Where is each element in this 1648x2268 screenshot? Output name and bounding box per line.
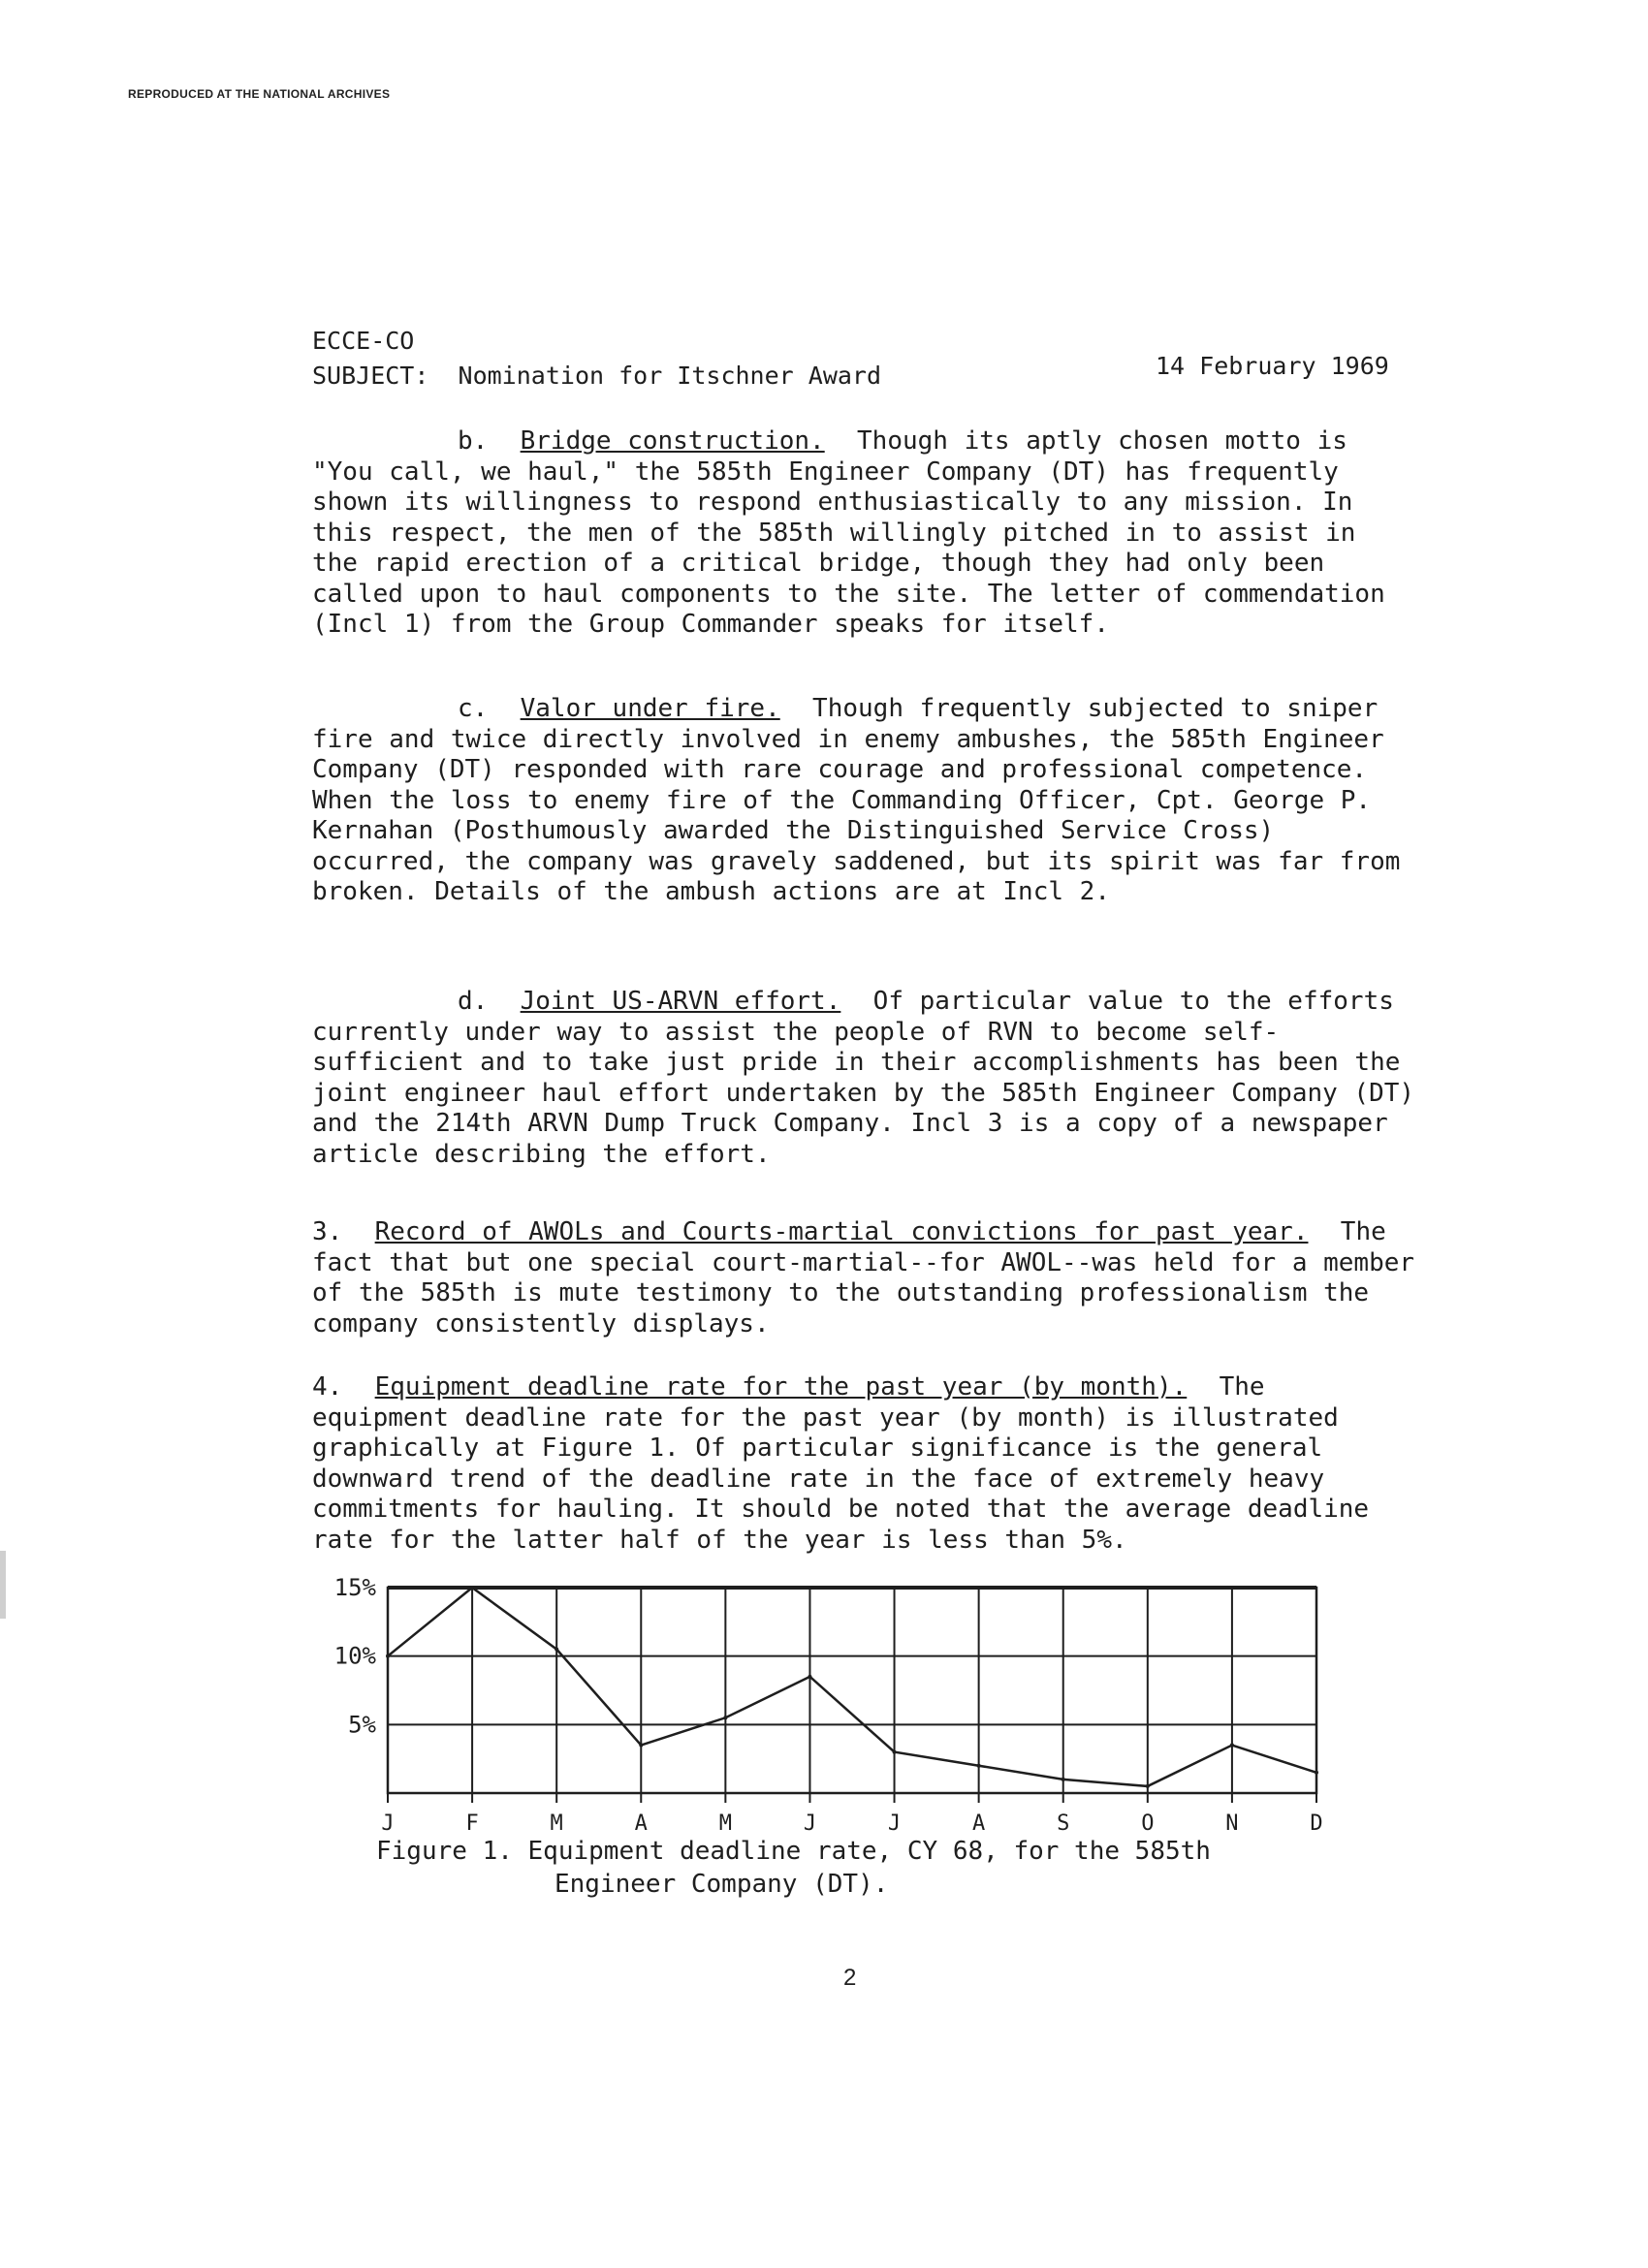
office-symbol: ECCE-CO: [312, 327, 415, 355]
paragraph-d: [312, 987, 1417, 1170]
page-number: 2: [843, 1965, 857, 1991]
paragraph-4-title: Equipment deadline rate for the past year (by month).: [374, 1372, 1188, 1402]
paragraph-b-letter: b.: [458, 426, 489, 456]
x-tick-label: O: [1141, 1811, 1155, 1836]
subject-text: Nomination for Itschner Award: [458, 362, 882, 390]
paragraph-3-text: The fact that but one special court-martial--for AWOL--was held for a member of the 585th is mute testimony to the outstanding professionalism the company consistently displays.: [312, 1217, 1415, 1339]
figure-caption-line2: Engineer Company (DT).: [555, 1870, 889, 1899]
data-point: [1230, 1744, 1234, 1748]
chart-frame: [388, 1588, 1316, 1793]
data-point: [1146, 1784, 1150, 1788]
y-tick-label: 15%: [333, 1574, 376, 1601]
x-tick-label: M: [718, 1811, 732, 1836]
subject-label: SUBJECT:: [312, 362, 429, 390]
x-tick-label: J: [887, 1811, 902, 1836]
data-point: [470, 1586, 474, 1590]
paragraph-d-title: Joint US-ARVN effort.: [520, 987, 841, 1016]
data-point: [386, 1654, 390, 1658]
paragraph-c-title: Valor under fire.: [520, 694, 780, 723]
subject-line: [312, 362, 881, 390]
paragraph-d-text: Of particular value to the efforts currently under way to assist the people of RVN to become self-sufficient and to take just pride in their accomplishments has been the joint engineer haul effort undertaken by the 585th Engineer Company (DT) and the 214th ARVN Dump Truck Company. Incl 3 is a copy of a newspaper article describing the effort.: [312, 987, 1415, 1169]
paragraph-4: [312, 1372, 1417, 1556]
x-tick-label: A: [634, 1811, 648, 1836]
data-point: [1315, 1771, 1318, 1775]
x-tick-label: A: [972, 1811, 986, 1836]
x-tick-label: N: [1225, 1811, 1239, 1836]
deadline-rate-line: [388, 1588, 1316, 1786]
paragraph-4-number: 4.: [312, 1372, 343, 1402]
data-point: [639, 1744, 643, 1748]
data-point: [1062, 1778, 1065, 1781]
paragraph-c: [312, 694, 1417, 908]
paragraph-4-text: The equipment deadline rate for the past year (by month) is illustrated graphically at Figure 1. Of particular significance is the general downward trend of the deadline rate in the face of extremely heavy commitments for hauling. It should be noted that the average deadline rate for the latter half of the year is less than 5%.: [312, 1372, 1370, 1555]
paragraph-c-letter: c.: [458, 694, 489, 723]
x-tick-label: M: [550, 1811, 563, 1836]
archives-stamp: REPRODUCED AT THE NATIONAL ARCHIVES: [128, 87, 391, 101]
paragraph-b-text: Though its aptly chosen motto is "You call, we haul," the 585th Engineer Company (DT) has frequently shown its willingness to respond enthusiastically to any mission. In this respect, the men of the 585th willingly pitched in to assist in the rapid erection of a critical bridge, though they had only been called upon to haul components to the site. The letter of commendation (Incl 1) from the Group Commander speaks for itself.: [312, 426, 1385, 639]
memo-date: 14 February 1969: [1156, 352, 1389, 380]
x-tick-label: F: [465, 1811, 479, 1836]
y-tick-label: 10%: [333, 1642, 376, 1670]
paragraph-b-title: Bridge construction.: [520, 426, 825, 456]
data-point: [893, 1750, 897, 1754]
deadline-chart-svg: [291, 1560, 1338, 1861]
figure-caption-line1: Figure 1. Equipment deadline rate, CY 68, for the 585th: [376, 1837, 1211, 1866]
paragraph-b: [312, 426, 1417, 641]
data-point: [977, 1764, 981, 1768]
paragraph-3-title: Record of AWOLs and Courts-martial convictions for past year.: [374, 1217, 1309, 1246]
y-tick-label: 5%: [348, 1711, 376, 1739]
paragraph-3-number: 3.: [312, 1217, 343, 1246]
figure-caption: [376, 1835, 1211, 1901]
paragraph-3: [312, 1217, 1417, 1339]
paragraph-c-text: Though frequently subjected to sniper fire and twice directly involved in enemy ambushes, the 585th Engineer Company (DT) responded with rare courage and professional competence. When the loss to enemy fire of the Commanding Officer, Cpt. George P. Kernahan (Posthumously awarded the Distinguished Service Cross) occurred, the company was gravely saddened, but its spirit was far from broken. Details of the ambush actions are at Incl 2.: [312, 694, 1401, 906]
x-tick-label: J: [803, 1811, 817, 1836]
paragraph-d-letter: d.: [458, 987, 489, 1016]
data-point: [808, 1675, 811, 1679]
x-tick-label: D: [1310, 1811, 1323, 1836]
data-point: [555, 1648, 558, 1652]
x-tick-label: J: [381, 1811, 395, 1836]
data-point: [723, 1716, 727, 1719]
x-tick-label: S: [1057, 1811, 1070, 1836]
scan-edge-mark: [0, 1551, 6, 1619]
deadline-chart: [291, 1560, 1338, 1861]
